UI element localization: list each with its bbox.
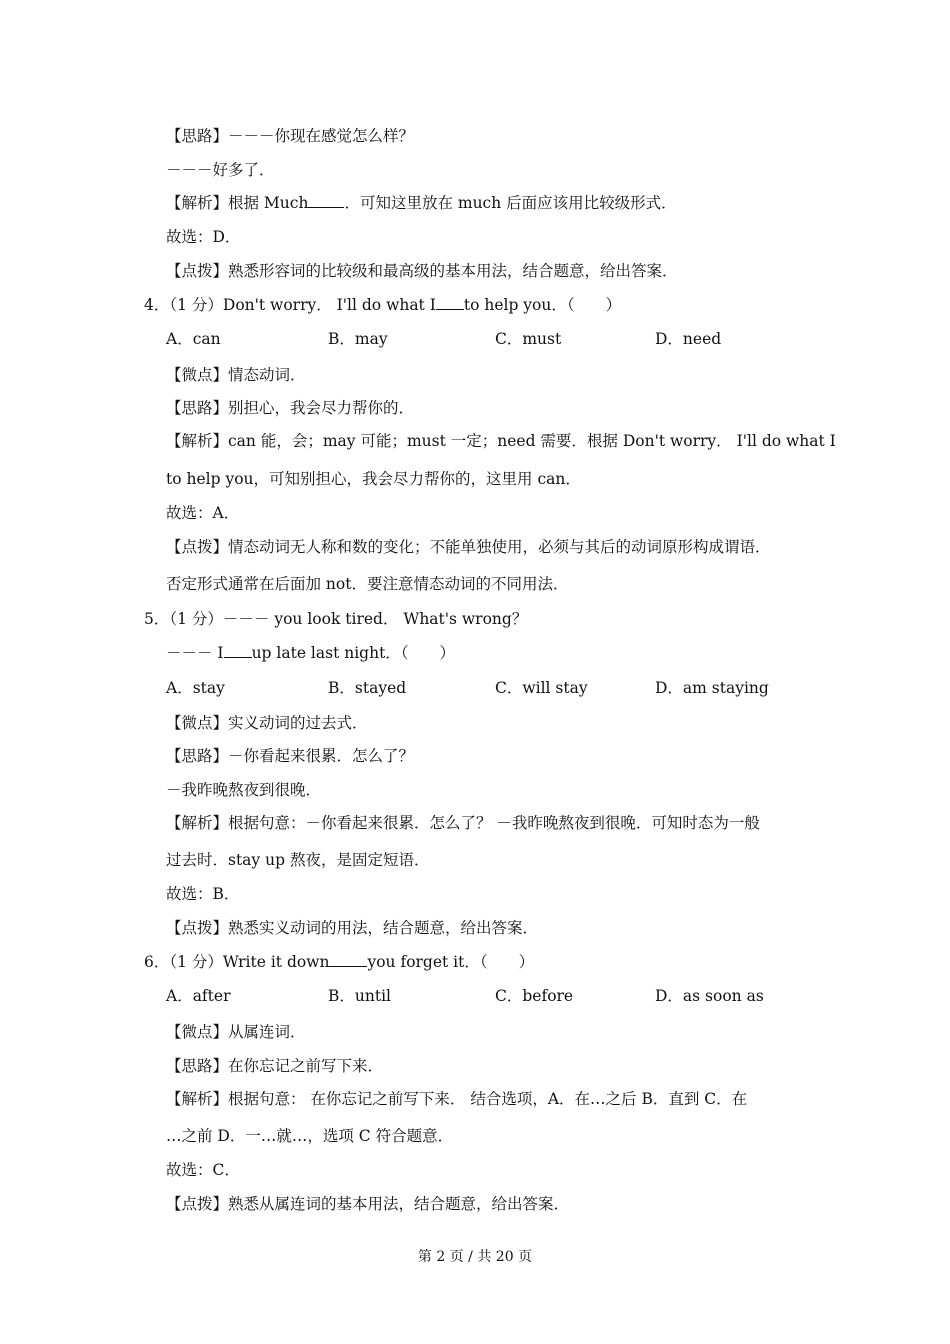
q5-dianbo: 【点拨】熟悉实义动词的用法，结合题意，给出答案． bbox=[166, 919, 539, 937]
q5-blank bbox=[224, 643, 252, 658]
q4-jiexi-line2: to help you，可知别担心，我会尽力帮你的，这里用 can． bbox=[166, 470, 581, 488]
q5-stem-part2: up late last night．（ ） bbox=[251, 644, 456, 662]
q6-jiexi-line1: 【解析】根据句意： 在你忘记之前写下来． 结合选项，A．在…之后 B．直到 C．在 bbox=[166, 1090, 748, 1108]
q3-jiexi bbox=[166, 193, 677, 213]
q5-option-c: C．will stay bbox=[495, 679, 588, 697]
q6-option-d: D．as soon as bbox=[655, 987, 764, 1005]
q4-option-d: D．need bbox=[655, 330, 722, 348]
page-footer: 第 2 页 / 共 20 页 bbox=[417, 1249, 533, 1265]
q6-blank bbox=[329, 952, 367, 967]
q4-stem-part2: to help you．（ ） bbox=[463, 296, 622, 314]
q6-weidian: 【微点】从属连词． bbox=[166, 1023, 306, 1041]
q3-jiexi-part1: 【解析】根据 Much bbox=[166, 194, 309, 212]
q5-stem-part1: －－－ I bbox=[166, 644, 224, 662]
q3-silu-line2: －－－好多了． bbox=[166, 161, 275, 179]
q6-answer: 故选：C． bbox=[166, 1161, 240, 1179]
q3-dianbo: 【点拨】熟悉形容词的比较级和最高级的基本用法，结合题意，给出答案． bbox=[166, 262, 678, 280]
q4-stem bbox=[144, 295, 621, 315]
q6-option-a: A．after bbox=[166, 987, 231, 1005]
q4-answer: 故选：A． bbox=[166, 504, 240, 522]
q5-silu-line2: －我昨晚熬夜到很晚． bbox=[166, 781, 322, 799]
q5-stem-line1: 5．（1 分）－－－ you look tired． What's wrong？ bbox=[144, 610, 528, 628]
q3-blank bbox=[308, 193, 344, 208]
q5-silu-line1: 【思路】－你看起来很累．怎么了？ bbox=[166, 747, 415, 765]
q6-stem bbox=[144, 952, 534, 972]
q5-jiexi-line1: 【解析】根据句意：－你看起来很累．怎么了？ －我昨晚熬夜到很晚．可知时态为一般 bbox=[166, 814, 760, 832]
q4-blank bbox=[436, 295, 464, 310]
q3-jiexi-part2: ．可知这里放在 much 后面应该用比较级形式． bbox=[344, 194, 677, 212]
q6-stem-part2: you forget it．（ ） bbox=[367, 953, 535, 971]
q4-weidian: 【微点】情态动词． bbox=[166, 366, 306, 384]
q6-option-b: B．until bbox=[328, 987, 391, 1005]
q4-stem-part1: 4．（1 分）Don't worry． I'll do what I bbox=[144, 296, 436, 314]
q4-option-b: B．may bbox=[328, 330, 388, 348]
q6-stem-part1: 6．（1 分）Write it down bbox=[144, 953, 330, 971]
q5-jiexi-line2: 过去时．stay up 熬夜，是固定短语． bbox=[166, 851, 430, 869]
q5-weidian: 【微点】实义动词的过去式． bbox=[166, 714, 368, 732]
q4-jiexi-line1: 【解析】can 能，会；may 可能；must 一定；need 需要．根据 Don't worry． I'll do what I bbox=[166, 432, 836, 450]
q6-silu: 【思路】在你忘记之前写下来． bbox=[166, 1057, 384, 1075]
q5-option-a: A．stay bbox=[166, 679, 225, 697]
q6-dianbo: 【点拨】熟悉从属连词的基本用法，结合题意，给出答案． bbox=[166, 1195, 570, 1213]
q5-option-b: B．stayed bbox=[328, 679, 407, 697]
q3-silu-line1: 【思路】－－－你现在感觉怎么样？ bbox=[166, 127, 415, 145]
q4-dianbo-line1: 【点拨】情态动词无人称和数的变化；不能单独使用，必须与其后的动词原形构成谓语． bbox=[166, 538, 771, 556]
q5-answer: 故选：B． bbox=[166, 885, 240, 903]
q4-option-a: A．can bbox=[166, 330, 221, 348]
q5-stem-line2 bbox=[166, 643, 455, 663]
q4-dianbo-line2: 否定形式通常在后面加 not．要注意情态动词的不同用法． bbox=[166, 575, 569, 593]
q6-jiexi-line2: …之前 D．一…就…，选项 C 符合题意． bbox=[166, 1127, 454, 1145]
q5-option-d: D．am staying bbox=[655, 679, 769, 697]
q4-silu: 【思路】别担心，我会尽力帮你的． bbox=[166, 399, 415, 417]
q4-option-c: C．must bbox=[495, 330, 562, 348]
q3-answer: 故选：D． bbox=[166, 228, 241, 246]
q6-option-c: C．before bbox=[495, 987, 574, 1005]
